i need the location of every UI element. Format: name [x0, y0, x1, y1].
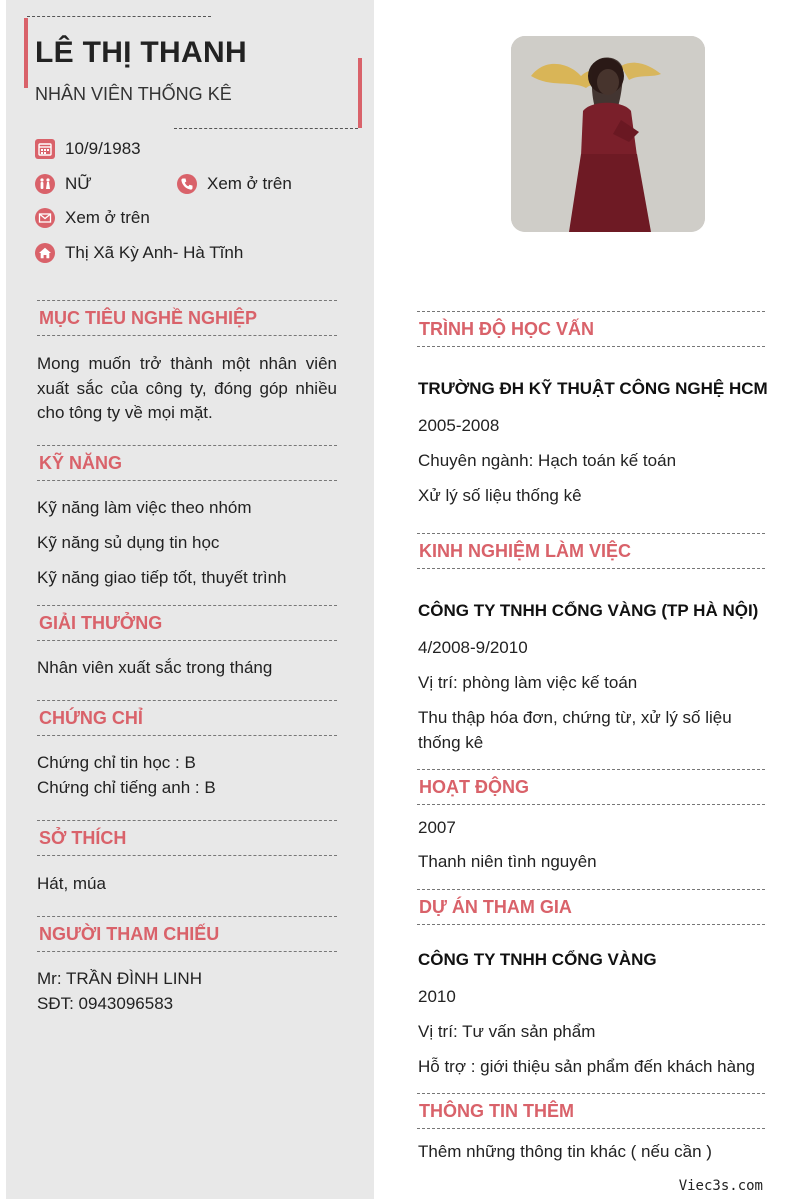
education-school: TRƯỜNG ĐH KỸ THUẬT CÔNG NGHỆ HCM: [418, 379, 768, 398]
certificate-item: Chứng chỉ tiếng anh : B: [37, 778, 216, 797]
experience-period: 4/2008-9/2010: [418, 638, 528, 657]
divider: [174, 128, 358, 129]
home-icon: [35, 243, 55, 263]
section-certificates-heading: CHỨNG CHỈ: [37, 700, 337, 736]
email-value: Xem ở trên: [65, 208, 150, 227]
activity-detail: Thanh niên tình nguyên: [418, 852, 597, 871]
section-experience-heading: KINH NGHIỆM LÀM VIỆC: [417, 533, 765, 569]
section-hobbies-heading: SỞ THÍCH: [37, 820, 337, 856]
experience-company: CÔNG TY TNHH CỔNG VÀNG (TP HÀ NỘI): [418, 601, 759, 620]
address-value: Thị Xã Kỳ Anh- Hà Tĩnh: [65, 243, 244, 262]
education-major: Chuyên ngành: Hạch toán kế toán: [418, 451, 677, 470]
phone-icon: [177, 174, 197, 194]
reference-item: Mr: TRẦN ĐÌNH LINH: [37, 969, 202, 988]
section-references-heading: NGƯỜI THAM CHIẾU: [37, 916, 337, 952]
certificate-item: Chứng chỉ tin học : B: [37, 753, 196, 772]
reference-item: SĐT: 0943096583: [37, 994, 174, 1013]
phone-value: Xem ở trên: [207, 174, 292, 193]
phone-row: [177, 174, 292, 194]
candidate-name: LÊ THỊ THANH: [35, 36, 247, 69]
section-awards-heading: GIẢI THƯỞNG: [37, 605, 337, 641]
calendar-icon: [35, 139, 55, 159]
education-detail: Xử lý số liệu thống kê: [418, 486, 582, 505]
accent-bar: [358, 58, 362, 128]
experience-position: Vị trí: phòng làm việc kế toán: [418, 673, 638, 692]
birthday-value: 10/9/1983: [65, 139, 141, 158]
project-position: Vị trí: Tư vấn sản phẩm: [418, 1022, 596, 1041]
section-education-heading: TRÌNH ĐỘ HỌC VẤN: [417, 311, 765, 347]
activity-year: 2007: [418, 818, 456, 837]
award-item: Nhân viên xuất sắc trong tháng: [37, 658, 273, 677]
objective-text: Mong muốn trở thành một nhân viên xuất sắc của công ty, đóng góp nhiều cho tông ty về mọi mặt.: [37, 354, 337, 422]
gender-icon: [35, 174, 55, 194]
section-activities-heading: HOẠT ĐỘNG: [417, 769, 765, 805]
site-watermark: Viec3s.com: [678, 1178, 763, 1194]
birthday-row: [35, 139, 141, 159]
gender-value: NỮ: [65, 174, 92, 193]
project-detail: Hỗ trợ : giới thiệu sản phẩm đến khách hàng: [418, 1057, 755, 1076]
experience-detail: Thu thập hóa đơn, chứng từ, xử lý số liệu thống kê: [418, 708, 732, 752]
extra-detail: Thêm những thông tin khác ( nếu cần ): [418, 1142, 712, 1161]
divider: [27, 16, 211, 17]
address-row: [35, 243, 243, 263]
education-period: 2005-2008: [418, 416, 500, 435]
section-skills-heading: KỸ NĂNG: [37, 445, 337, 481]
email-row: [35, 208, 150, 228]
section-objective-heading: MỤC TIÊU NGHỀ NGHIỆP: [37, 300, 337, 336]
profile-photo: [511, 36, 705, 232]
email-icon: [35, 208, 55, 228]
accent-bar: [24, 18, 28, 88]
gender-row: [35, 174, 92, 194]
section-projects-heading: DỰ ÁN THAM GIA: [417, 889, 765, 925]
skill-item: Kỹ năng làm việc theo nhóm: [37, 498, 252, 517]
job-title: NHÂN VIÊN THỐNG KÊ: [35, 84, 232, 104]
name-block: [24, 16, 362, 130]
section-extra-heading: THÔNG TIN THÊM: [417, 1093, 765, 1129]
hobby-item: Hát, múa: [37, 874, 106, 893]
project-year: 2010: [418, 987, 456, 1006]
skill-item: Kỹ năng giao tiếp tốt, thuyết trình: [37, 568, 287, 587]
skill-item: Kỹ năng sủ dụng tin học: [37, 533, 220, 552]
project-company: CÔNG TY TNHH CỔNG VÀNG: [418, 950, 657, 969]
